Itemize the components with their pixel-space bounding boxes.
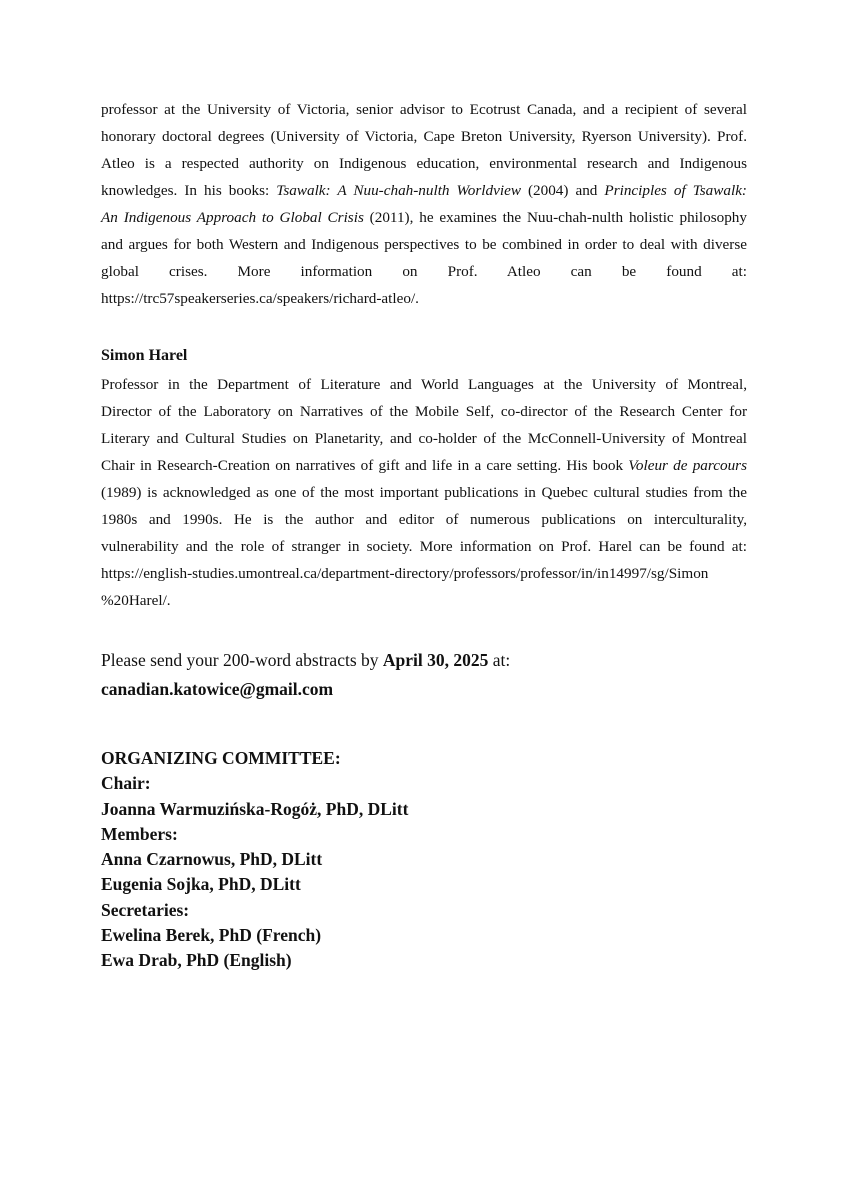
atleo-bio-line bbox=[101, 177, 747, 204]
atleo-link: https://trc57speakerseries.ca/speakers/richard-atleo/. bbox=[101, 290, 419, 307]
harel-link: https://english-studies.umontreal.ca/department-directory/professors/professor/in/in14997/sg/Simon bbox=[101, 565, 709, 582]
atleo-bio-paragraph bbox=[101, 96, 747, 312]
book-title-principles: Principles of Tsawalk: bbox=[604, 182, 747, 199]
atleo-bio-line: Atleo is a respected authority on Indigenous education, environmental research and Indigenous bbox=[101, 155, 747, 172]
atleo-text: (2011), he examines the Nuu-chah-nulth holistic philosophy bbox=[363, 209, 747, 226]
atleo-bio-line: global crises. More information on Prof. Atleo can be found at: bbox=[101, 263, 747, 280]
atleo-text: knowledges. In his books: bbox=[101, 182, 277, 199]
harel-bio-paragraph bbox=[101, 371, 747, 614]
harel-bio-line: Professor in the Department of Literature and World Languages at the University of Montreal, bbox=[101, 376, 747, 393]
call-suffix: at: bbox=[488, 650, 511, 670]
abstract-call bbox=[101, 646, 510, 704]
book-title-tsawalk: Tsawalk: A Nuu-chah-nulth Worldview bbox=[276, 182, 521, 199]
harel-bio-line: Director of the Laboratory on Narratives of the Mobile Self, co-director of the Research Center for bbox=[101, 403, 747, 420]
secretary-name: Ewelina Berek, PhD (French) bbox=[101, 925, 322, 946]
atleo-bio-line: and argues for both Western and Indigenous perspectives to be combined in order to deal with diverse bbox=[101, 236, 747, 253]
book-title-principles-cont: An Indigenous Approach to Global Crisis bbox=[101, 209, 364, 226]
harel-bio-line: vulnerability and the role of stranger in society. More information on Prof. Harel can be found at: bbox=[101, 538, 747, 555]
call-deadline: April 30, 2025 bbox=[382, 650, 489, 670]
book-title-voleur: Voleur de parcours bbox=[628, 457, 747, 474]
secretary-name: Ewa Drab, PhD (English) bbox=[101, 950, 292, 971]
harel-bio-line: Literary and Cultural Studies on Planetarity, and co-holder of the McConnell-University of Montreal bbox=[101, 430, 747, 447]
contact-email: canadian.katowice@gmail.com bbox=[101, 679, 334, 699]
atleo-text: (2004) and bbox=[520, 182, 605, 199]
harel-text: Chair in Research-Creation on narratives of gift and life in a care setting. His book bbox=[101, 457, 629, 474]
atleo-bio-line bbox=[101, 204, 747, 231]
harel-link-cont: %20Harel/. bbox=[101, 592, 171, 609]
secretaries-label: Secretaries: bbox=[101, 899, 190, 920]
abstract-call-line bbox=[101, 646, 510, 675]
atleo-bio-line: professor at the University of Victoria, senior advisor to Ecotrust Canada, and a recipient of several bbox=[101, 101, 747, 118]
harel-name-heading: Simon Harel bbox=[101, 347, 188, 364]
atleo-bio-line: honorary doctoral degrees (University of Victoria, Cape Breton University, Ryerson University). Prof. bbox=[101, 128, 747, 145]
committee-heading: ORGANIZING COMMITTEE: bbox=[101, 748, 341, 768]
member-name: Anna Czarnowus, PhD, DLitt bbox=[101, 849, 323, 870]
members-label: Members: bbox=[101, 823, 178, 844]
harel-bio-line: 1980s and 1990s. He is the author and editor of numerous publications on interculturality, bbox=[101, 511, 747, 528]
chair-name: Joanna Warmuzińska-Rogóż, PhD, DLitt bbox=[101, 798, 409, 819]
harel-bio-line bbox=[101, 452, 747, 479]
chair-label: Chair: bbox=[101, 773, 151, 794]
harel-bio-line: (1989) is acknowledged as one of the most important publications in Quebec cultural studies from the bbox=[101, 484, 747, 501]
member-name: Eugenia Sojka, PhD, DLitt bbox=[101, 874, 301, 895]
call-prefix: Please send your 200-word abstracts by bbox=[101, 650, 383, 670]
organizing-committee bbox=[101, 746, 408, 974]
